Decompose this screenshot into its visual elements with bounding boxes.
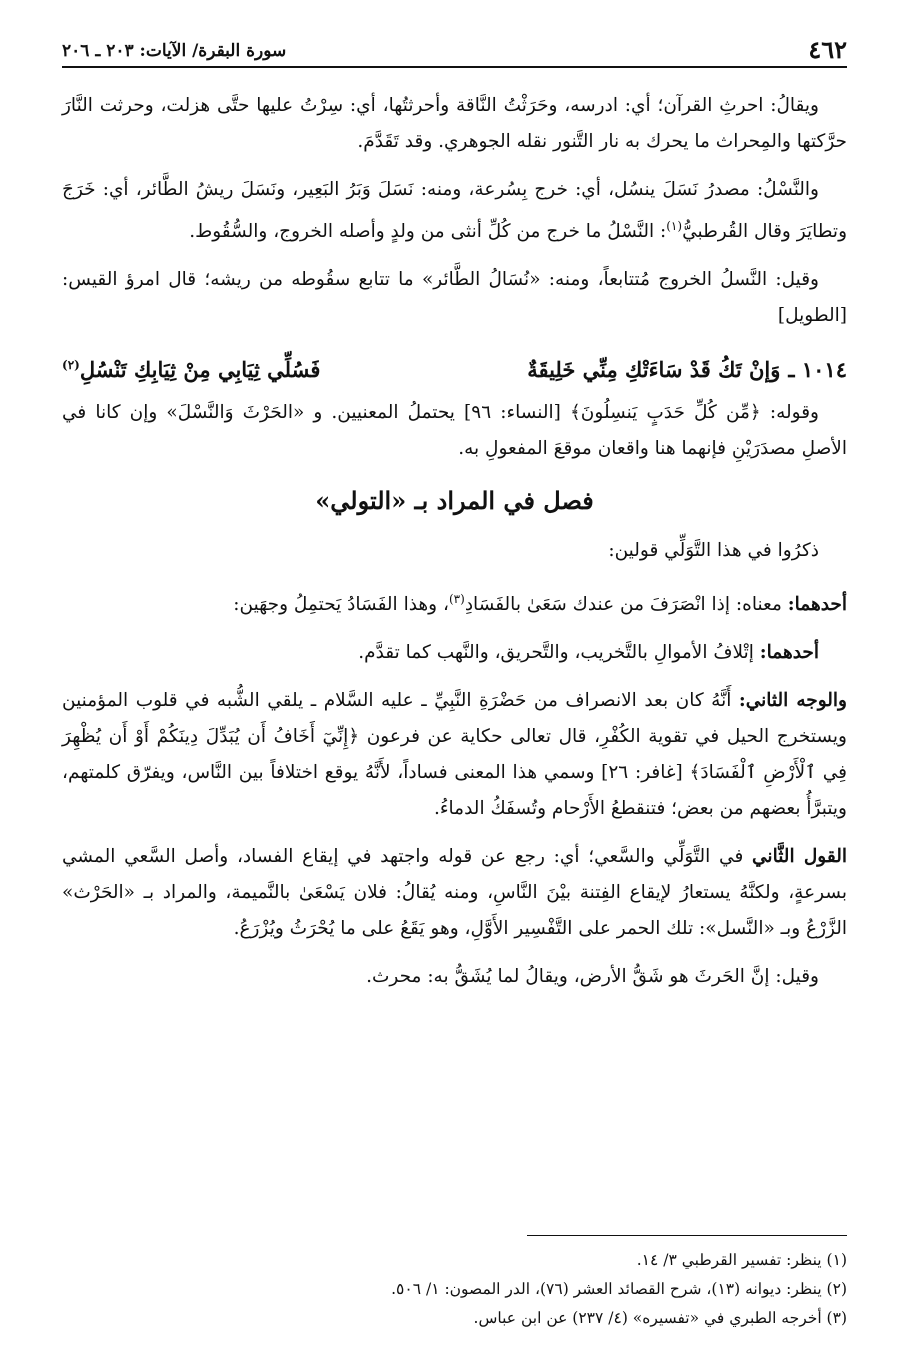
running-title: سورة البقرة/ الآيات: ٢٠٣ ـ ٢٠٦ [62,41,287,61]
verse-second-hemistich-text: فَسُلِّي ثِيَابِي مِنْ ثِيَابِكِ تَنْسُلِ [79,357,321,383]
document-page [62,30,847,1340]
poem-verse [62,346,847,389]
verse-first-hemistich: وَإنْ تَكُ قَدْ سَاءَتْكِ مِنِّي خَلِيقَةٌ [527,357,781,383]
first-view-text-b: ، وهذا الفَسَادُ يَحتمِلُ وجهَين: [233,594,449,616]
footnotes [62,1235,847,1333]
footnote-ref-3[interactable]: (٣) [448,592,465,607]
footnote-ref-2[interactable]: (٢) [62,358,80,373]
section-title: فصل في المراد بـ «التولي» [315,486,594,516]
first-view-lead: أحدهما: [787,594,847,616]
footnote-1: (١) ينظر: تفسير القرطبي ٣/ ١٤. [636,1251,847,1269]
paragraph-two-views: ذكرُوا في هذا التَّوَلِّي قولين: [608,540,819,562]
footnote-divider [527,1235,847,1236]
page-body [62,88,847,995]
paragraph-nasl-variant: وقيل: النَّسلُ الخروج مُتتابعاً، ومنه: «نُسَالُ الطَّائر» ما تتابع سقُوطه من ريشه؛ قال امرؤ القيس: [الطويل] [62,269,847,327]
verse-second-hemistich [62,346,320,389]
paragraph-first-aspect [62,635,847,671]
second-view-lead: القول الثَّاني [752,846,847,868]
verse-number: ١٠١٤ ـ [788,357,847,383]
second-aspect-text: أَنَّهُ كان بعد الانصراف من حَضْرَةِ النَّبِيِّ ـ عليه السَّلام ـ يلقي الشُّبه في قلوب المؤمنين ويستخرج الحيل في تقوية الكُفْرِ، قال تعالى حكاية عن فرعون ﴿إِنِّيٓ أَخَافُ أَن يُبَدِّلَ دِينَكُمْ أَوْ أَن يُظْهِرَ فِي ٱلْأَرْضِ ٱلْفَسَادَ﴾ [غافر: ٢٦] وسمي هذا المعنى فساداً، لأَنَّهُ يوقع اختلافاً بين النَّاس، ويفرّق كلمتهم، ويتبرَّأُ بعضهم من بعض؛ فتنقطعُ الأَرْحام وتُسفَكُ الدماءُ. [62,690,848,820]
first-aspect-lead: أحدهما: [759,642,819,664]
page-number: ٤٦٢ [808,35,847,64]
paragraph-first-view [62,581,847,623]
page-header [62,30,847,68]
paragraph-harth-meaning: ويقالُ: احرثِ القرآن؛ أي: ادرسه، وحَرَثْتُ النَّاقة وأحرثتُها، أي: سِرْتُ عليها حتَّى هزلت، وحرثت النَّارَ حرَّكتها والمِحراث ما يحرك به نار التَّنور نقله الجوهري. وقد تَقَدَّمَ. [62,95,847,152]
paragraph-second-aspect [62,683,847,827]
second-aspect-lead: والوجه الثاني: [738,690,847,712]
paragraph-quran-citation: وقوله: ﴿مِّن كُلِّ حَدَبٍ يَنسِلُونَ﴾ [النساء: ٩٦] يحتملُ المعنيين. و «الحَرْثَ وَالنَّسْلَ» وإن كانا في الأصلِ مصدَرَيْنِ فإنهما هنا واقعان موقعَ المفعولِ به. [62,402,847,460]
paragraph-nasl-text-b: : النَّسْلُ ما خرج من كُلِّ أنثى من ولدٍ وأصله الخروج، والسُّقُوط. [189,221,667,243]
second-view-text: في التَّوَلِّي والسَّعي؛ أي: رجع عن قوله واجتهد في إيقاع الفساد، وأصل السَّعي المشي بسرعةٍ، ولكنَّهُ يستعارُ لإيقاع الفِتنة بيْنَ النَّاسِ، ومنه يُقالُ: فلان يَسْعَىٰ بالنَّميمة، والمراد بـ «الحَرْث» الزَّرْعُ وبـ «النَّسل»: تلك الحمر على التَّفْسِير الأَوَّلِ، وهو يَقَعُ على ما يُحْرَثُ ويُزْرَعُ. [62,846,847,940]
footnote-3: (٣) أخرجه الطبري في «تفسيره» (٤/ ٢٣٧) عن ابن عباس. [473,1309,847,1327]
footnote-ref-1[interactable]: (١) [666,219,683,233]
first-view-text-a: معناه: إذا انْصَرَفَ من عندك سَعَىٰ بالفَسَادِ [464,594,788,616]
paragraph-second-view [62,839,847,947]
footnote-2: (٢) ينظر: ديوانه (١٣)، شرح القصائد العشر (٧٦)، الدر المصون: ١/ ٥٠٦. [391,1280,847,1298]
first-aspect-text: إتْلافُ الأموالِ بالتَّخريب، والتَّحريق، والنَّهب كما تقدَّم. [358,642,760,664]
paragraph-nasl-meaning [62,172,847,250]
paragraph-nasl-text-a: والنَّسْلُ: مصدرُ نَسَلَ ينسُل، أي: خرج بِسُرعة، ومنه: نَسَلَ وَبَرُ البَعِير، ونَسَلَ ريشُ الطَّائر، أي: خَرَجَ وتطايَرَ وقال القُرطبيُّ [62,179,847,243]
paragraph-harth-definition: وقيل: إنَّ الحَرثَ هو شَقُّ الأرض، ويقالُ لما يُشَقُّ به: محرث. [366,966,819,988]
